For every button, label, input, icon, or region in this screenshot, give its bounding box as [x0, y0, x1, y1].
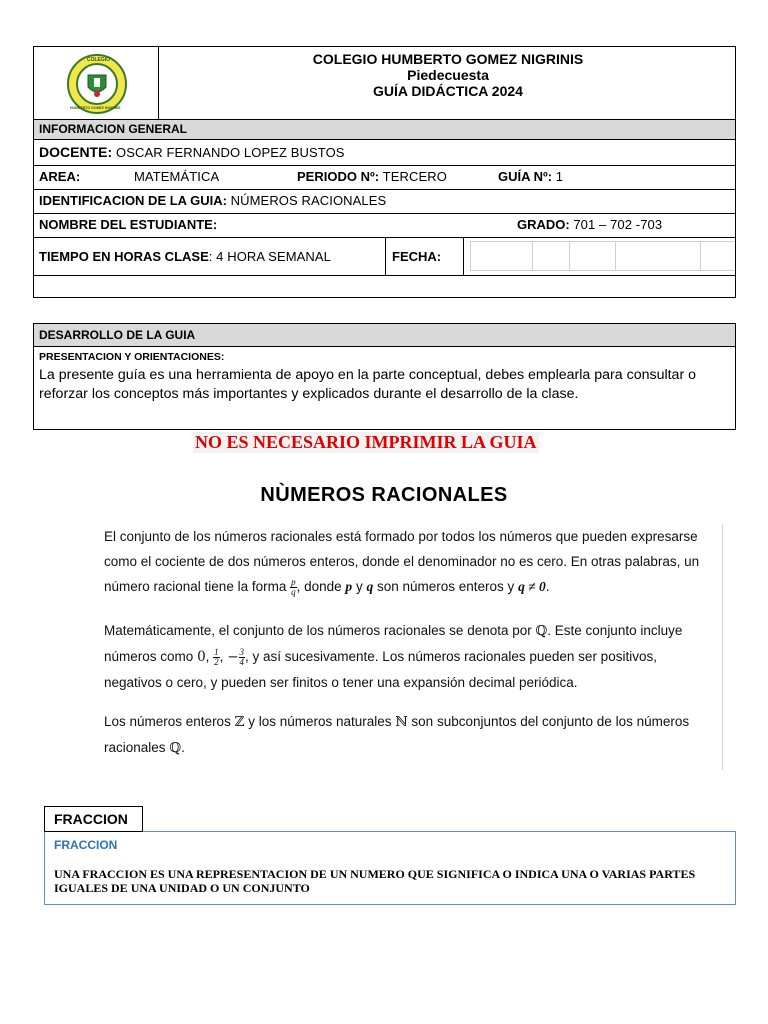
logo-text-top: COLEGIO	[87, 57, 111, 63]
info-general-title: INFORMACION GENERAL	[39, 122, 187, 136]
school-title-block	[159, 51, 737, 99]
docente-value: OSCAR FERNANDO LOPEZ BUSTOS	[116, 145, 345, 160]
school-name: COLEGIO HUMBERTO GOMEZ NIGRINIS	[312, 51, 584, 67]
naturals-symbol: ℕ	[395, 714, 408, 730]
tiempo-field	[39, 249, 331, 264]
docente-row	[39, 144, 345, 160]
fraccion-box	[44, 831, 736, 905]
grado-field	[517, 217, 662, 232]
area-value: MATEMÁTICA	[134, 169, 220, 184]
guia-field	[498, 169, 563, 184]
fraccion-tab: FRACCION	[44, 806, 143, 832]
no-print-banner: NO ES NECESARIO IMPRIMIR LA GUIA	[195, 432, 537, 452]
grado-value: 701 – 702 -703	[573, 217, 663, 232]
guia-label: GUÍA Nº:	[498, 169, 553, 184]
guia-value: 1	[555, 169, 564, 184]
periodo-label: PERIODO Nº:	[297, 169, 380, 184]
fraccion-heading: FRACCION	[54, 838, 118, 852]
periodo-value: TERCERO	[382, 169, 447, 184]
identificacion-row	[39, 193, 386, 208]
estudiante-label: NOMBRE DEL ESTUDIANTE:	[39, 217, 218, 232]
desarrollo-text: La presente guía es una herramienta de apoyo en la parte conceptual, debes emplearla para consultar o reforzar los conceptos más importantes y explicados durante el desarrollo de la clase.	[39, 367, 697, 402]
periodo-field	[297, 169, 447, 184]
one-half-fraction: $\frac{1}{2}$	[214, 646, 219, 667]
tiempo-value: : 4 HORA SEMANAL	[208, 249, 331, 264]
rationals-symbol: ℚ	[535, 623, 548, 639]
q-not-zero: q ≠ 0	[518, 579, 546, 594]
fecha-input-cells[interactable]	[470, 241, 735, 271]
paragraph-1: El conjunto de los números racionales está formado por todos los números que pueden expresarse como el cociente de dos números enteros, donde el denominador no es cero. En otras palabras, un número racional tiene la forma $\frac{p}{q}$ , donde p y q son números enteros y q ≠ 0.	[104, 529, 700, 597]
guide-header-table	[33, 46, 736, 298]
paragraph-3: Los números enteros ℤ y los números naturales ℕ son subconjuntos del conjunto de los números racionales ℚ.	[104, 714, 690, 756]
desarrollo-subtitle: PRESENTACION Y ORIENTACIONES:	[39, 351, 225, 363]
content-divider	[722, 524, 723, 770]
desarrollo-box	[33, 323, 736, 430]
tiempo-label: TIEMPO EN HORAS CLASE	[39, 249, 209, 264]
guide-year: GUÍA DIDÁCTICA 2024	[373, 83, 523, 99]
area-label: AREA:	[39, 169, 81, 184]
school-city: Piedecuesta	[407, 67, 489, 83]
fecha-label: FECHA:	[392, 249, 442, 264]
p-over-q-fraction: $\frac{p}{q}$	[291, 576, 296, 597]
grado-label: GRADO:	[517, 217, 570, 232]
three-quarters-fraction: $\frac{3}{4}$	[239, 646, 244, 667]
section-title: NÙMEROS RACIONALES	[260, 484, 508, 506]
logo-cell	[34, 47, 159, 119]
docente-label: DOCENTE:	[39, 144, 113, 160]
paragraph-2: Matemáticamente, el conjunto de los números racionales se denota por ℚ. Este conjunto incluye números como 0, $\frac{1}{2}$ , − $\frac{3}{4}$ , y así sucesivamente. Los números racionales pueden ser positivos, negativos o cero, y pueden ser finitos o tener una expansión decimal periódica.	[104, 623, 683, 690]
fraccion-definition: UNA FRACCION ES UNA REPRESENTACION DE UN NUMERO QUE SIGNIFICA O INDICA UNA O VARIAS PARTES IGUALES DE UNA UNIDAD O UN CONJUNTO	[54, 867, 696, 895]
identificacion-label: IDENTIFICACION DE LA GUIA:	[39, 193, 228, 208]
integers-symbol: ℤ	[234, 714, 245, 730]
logo-text-bottom: HUMBERTO GOMEZ NIGRINIS	[70, 106, 121, 110]
identificacion-value: NÚMEROS RACIONALES	[230, 193, 387, 208]
desarrollo-title: DESARROLLO DE LA GUIA	[39, 328, 196, 342]
